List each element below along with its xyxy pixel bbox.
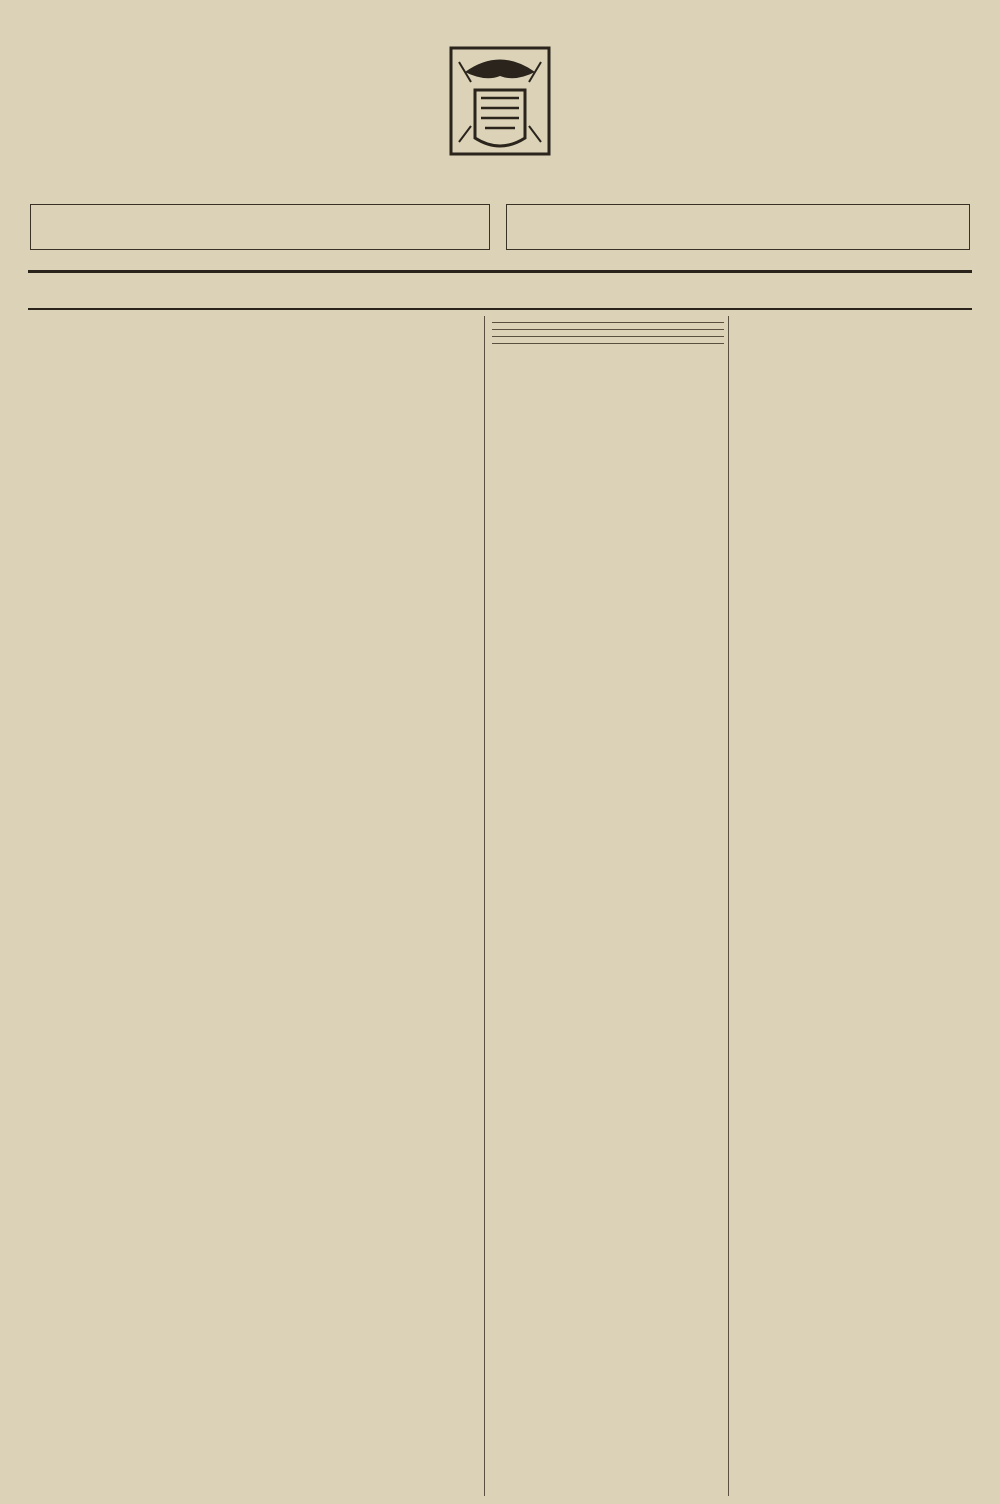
city-emblem-icon	[445, 42, 555, 160]
dateline-rule	[28, 308, 972, 310]
dateline	[28, 276, 972, 308]
separator	[492, 336, 724, 337]
column-2	[258, 360, 480, 362]
subscription-box	[30, 204, 490, 250]
terms-box	[506, 204, 970, 250]
separator	[492, 343, 724, 344]
separator	[492, 329, 724, 330]
masthead	[0, 0, 1000, 276]
column-divider	[728, 316, 729, 1496]
separator	[492, 322, 724, 323]
column-divider	[484, 316, 485, 1496]
column-1	[28, 316, 250, 326]
top-rule	[28, 270, 972, 273]
column-3	[492, 316, 724, 350]
